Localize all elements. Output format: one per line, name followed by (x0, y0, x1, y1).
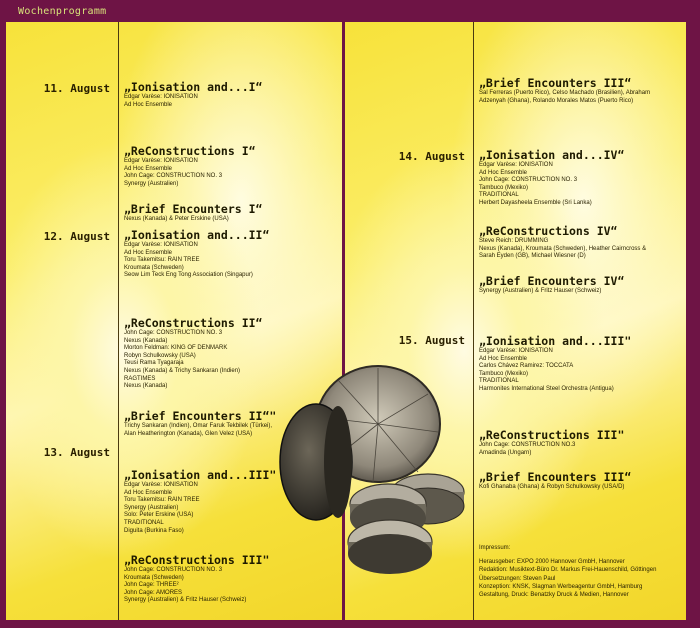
date-label: 15. August (398, 334, 465, 347)
program-line: John Cage: CONSTRUCTION NO. 3 (479, 177, 578, 184)
program-line: TRADITIONAL (124, 519, 164, 526)
program-entry (124, 144, 338, 188)
program-line: Synergy (Australien) (124, 180, 179, 187)
program-line: Edgar Varèse: IONISATION (479, 162, 553, 168)
program-title: „Ionisation and...III" (479, 334, 632, 348)
drums-image (278, 362, 473, 577)
program-title: „ReConstructions II“ (124, 316, 263, 330)
program-line: Carlos Chávez Ramirez: TOCCATA (479, 363, 574, 370)
program-line: John Cage: CONSTRUCTION NO.3 (479, 442, 576, 448)
program-title: „Brief Encounters III“ (479, 470, 632, 484)
program-line: John Cage: THREE² (124, 582, 179, 589)
program-line: Synergy (Australien) (124, 504, 179, 511)
date-label: 11. August (43, 82, 110, 95)
program-line: Ad Hoc Ensemble (124, 101, 173, 108)
program-line: Nexus (Kanada) & Peter Erskine (USA) (124, 216, 229, 222)
program-title: „Brief Encounters IV“ (479, 274, 625, 288)
program-line: Edgar Varèse: IONISATION (124, 158, 198, 164)
program-title: „Ionisation and...IV“ (479, 148, 625, 162)
program-entry (124, 80, 338, 109)
program-line: Synergy (Australien) & Fritz Hauser (Schweiz) (479, 288, 602, 294)
program-title: „Ionisation and...I“ (124, 80, 263, 94)
program-line: Solo: Peter Erskine (USA) (124, 512, 194, 519)
program-title: „Ionisation and...II“ (124, 228, 270, 242)
program-entry (479, 148, 683, 208)
program-line: Edgar Varèse: IONISATION (124, 94, 198, 100)
program-line: Edgar Varèse: IONISATION (479, 348, 553, 354)
impressum-line: Herausgeber: EXPO 2000 Hannover GmbH, Hannover (479, 559, 625, 566)
program-entry (479, 470, 683, 492)
program-title: „Brief Encounters III“ (479, 76, 632, 90)
program-line: Sarah Eyden (GB), Michael Wiesner (D) (479, 253, 586, 260)
program-line: Nexus (Kanada), Kroumata (Schweden), Heather Cairncross & (479, 245, 647, 252)
program-line: TRADITIONAL (479, 192, 519, 199)
program-line: Tambuco (Mexiko) (479, 370, 529, 377)
program-title: „Brief Encounters II“" (124, 409, 277, 423)
column-divider (473, 22, 474, 620)
impressum-heading: Impressum: (479, 545, 511, 551)
program-entry (124, 228, 338, 280)
program-title: „Brief Encounters I“ (124, 202, 263, 216)
program-line: RAGTIMES (124, 375, 156, 382)
program-title: „ReConstructions III" (124, 553, 270, 567)
program-line: Nexus (Kanada) (124, 383, 168, 390)
impressum-line: Gestaltung, Druck: Benatzky Druck & Medien, Hannover (479, 592, 629, 599)
program-line: Herbert Dayasheela Ensemble (Sri Lanka) (479, 199, 592, 206)
program-line: Sal Ferreras (Puerto Rico), Celso Machado (Brasilien), Abraham (479, 90, 651, 96)
program-title: „Ionisation and...III" (124, 468, 277, 482)
program-line: Ad Hoc Ensemble (479, 169, 528, 176)
program-line: Alan Heatherington (Kanada), Glen Velez (USA) (124, 430, 253, 437)
program-line: Edgar Varèse: IONISATION (124, 242, 198, 248)
program-line: Robyn Schulkowsky (USA) (124, 352, 196, 359)
program-line: TRADITIONAL (479, 378, 519, 385)
program-line: Steve Reich: DRUMMING (479, 238, 549, 244)
program-entry (479, 334, 683, 394)
program-line: Amadinda (Ungarn) (479, 449, 532, 456)
impressum-line: Konzeption: KNSK, Slagman Werbeagentur GmbH, Hamburg (479, 583, 643, 590)
column-divider (118, 22, 119, 620)
program-line: John Cage: AMORES (124, 589, 183, 596)
program-line: Nexus (Kanada) (124, 337, 168, 344)
program-line: John Cage: CONSTRUCTION NO. 3 (124, 173, 223, 180)
program-line: Adzenyah (Ghana), Rolando Morales Matos (Puerto Rico) (479, 97, 634, 104)
program-line: Ad Hoc Ensemble (124, 165, 173, 172)
program-entry (479, 76, 683, 105)
program-entry (479, 428, 683, 457)
program-line: Synergy (Australien) & Fritz Hauser (Schweiz) (124, 597, 247, 604)
program-line: Trichy Sankaran (Indien), Omar Faruk Tekbilek (Türkei), (124, 423, 273, 429)
program-line: Toru Takemitsu: RAIN TREE (124, 497, 200, 504)
date-label: 12. August (43, 230, 110, 243)
program-line: Tambuco (Mexiko) (479, 184, 529, 191)
impressum (479, 544, 679, 599)
date-label: 14. August (398, 150, 465, 163)
program-line: Kroumata (Schweden) (124, 264, 184, 271)
program-line: Seow Lim Teck Eng Tong Association (Singapur) (124, 272, 253, 279)
program-line: Harmonites International Steel Orchestra (Antigua) (479, 385, 614, 392)
program-title: „ReConstructions IV“ (479, 224, 618, 238)
program-line: Nexus (Kanada) & Trichy Sankaran (Indien) (124, 367, 241, 374)
program-line: Diguita (Burkina Faso) (124, 527, 184, 534)
date-label: 13. August (43, 446, 110, 459)
impressum-line: Übersetzungen: Steven Paul (479, 575, 556, 582)
program-line: Edgar Varèse: IONISATION (124, 482, 198, 488)
impressum-line: Redaktion: Musiktext-Büro Dr. Markus Frei-Hauenschild, Göttingen (479, 567, 657, 574)
program-line: John Cage: CONSTRUCTION NO. 3 (124, 330, 223, 336)
program-line: Ad Hoc Ensemble (124, 249, 173, 256)
program-line: Teusi Rama Tyagaraja (124, 360, 184, 367)
program-line: Ad Hoc Ensemble (479, 355, 528, 362)
program-line: Kofi Ghanaba (Ghana) & Robyn Schulkowsky (USA/D) (479, 484, 625, 490)
program-line: Toru Takemitsu: RAIN TREE (124, 257, 200, 264)
program-line: John Cage: CONSTRUCTION NO. 3 (124, 567, 223, 573)
section-header: Wochenprogramm (18, 6, 107, 17)
program-entry (479, 274, 683, 296)
program-line: Kroumata (Schweden) (124, 574, 184, 581)
program-title: „ReConstructions III" (479, 428, 625, 442)
program-line: Ad Hoc Ensemble (124, 489, 173, 496)
program-entry (124, 202, 338, 224)
program-line: Morton Feldman: KING OF DENMARK (124, 345, 228, 352)
program-title: „ReConstructions I“ (124, 144, 256, 158)
program-entry (479, 224, 683, 261)
